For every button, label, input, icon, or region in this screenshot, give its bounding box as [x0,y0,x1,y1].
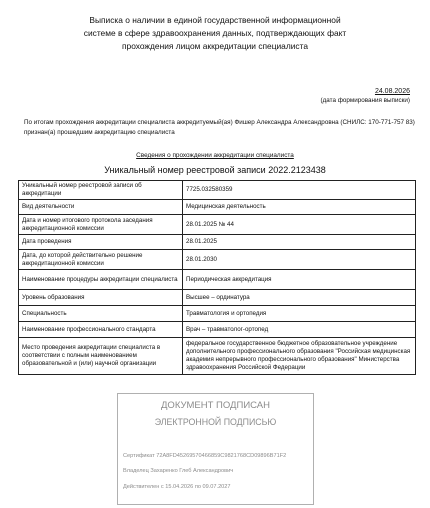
table-key: Дата проведения [19,235,183,250]
table-row [19,322,416,338]
extract-date-block [290,87,410,105]
table-key: Место проведения аккредитации специалиста в соответствии с полным наименованием образовательной и (или) научной организации [19,338,183,375]
table-key: Наименование процедуры аккредитации специалиста [19,270,183,290]
stamp-validity: Действителен с 15.04.2026 по 09.07.2027 [123,484,231,490]
extract-date: 24.08.2026 [374,88,410,95]
registry-heading: Уникальный номер реестровой записи 2022.2123438 [104,165,326,175]
intro-paragraph: По итогам прохождения аккредитации специалиста аккредитуемый(ая) Фишер Александра Александровна (СНИЛС: 170-771-757 83) признан(а) прошедшим аккредитацию специалиста [24,119,415,136]
table-key: Вид деятельности [19,200,183,215]
accreditation-table [18,180,416,375]
table-row [19,306,416,322]
title-line: Выписка о наличии в единой государственной информационной [89,15,341,25]
table-value: 28.01.2025 № 44 [183,215,416,235]
table-row [19,338,416,375]
table-value: федеральное государственное бюджетное образовательное учреждение дополнительного профессионального образования "Российская медицинская академия непрерывного профессионального образования" Министерства здравоохранения Российской Федерации [183,338,416,375]
stamp-certificate: Сертификат 72A8FD45269570466859C9821768CD09896B71F2 [123,453,287,459]
table-value: Высшее – ординатура [183,290,416,306]
table-key: Специальность [19,306,183,322]
table-value: 7725.032580359 [183,181,416,200]
document-title [40,14,390,53]
section-title: Сведения о прохождении аккредитации специалиста [136,152,294,159]
table-key: Наименование профессионального стандарта [19,322,183,338]
table-key: Дата и номер итогового протокола заседания аккредитационной комиссии [19,215,183,235]
table-row [19,181,416,200]
table-value: Травматология и ортопедия [183,306,416,322]
extract-date-caption: (дата формирования выписки) [320,97,410,104]
table-row [19,215,416,235]
table-value: Врач – травматолог-ортопед [183,322,416,338]
table-row [19,290,416,306]
table-row [19,200,416,215]
table-value: Периодическая аккредитация [183,270,416,290]
table-value: 28.01.2030 [183,250,416,270]
title-line: прохождения лицом аккредитации специалиста [122,41,308,51]
stamp-subheading: ЭЛЕКТРОННОЙ ПОДПИСЬЮ [154,417,277,427]
stamp-heading: ДОКУМЕНТ ПОДПИСАН [161,400,270,411]
table-value: 28.01.2025 [183,235,416,250]
table-value: Медицинская деятельность [183,200,416,215]
electronic-signature-stamp [117,393,314,505]
table-row [19,270,416,290]
table-key: Дата, до которой действительно решение аккредитационной комиссии [19,250,183,270]
table-row [19,250,416,270]
stamp-owner: Владелец Захаренко Глеб Александрович [123,468,234,474]
table-key: Уникальный номер реестровой записи об аккредитации [19,181,183,200]
table-key: Уровень образования [19,290,183,306]
table-row [19,235,416,250]
title-line: системе в сфере здравоохранения данных, подтверждающих факт [83,28,347,38]
